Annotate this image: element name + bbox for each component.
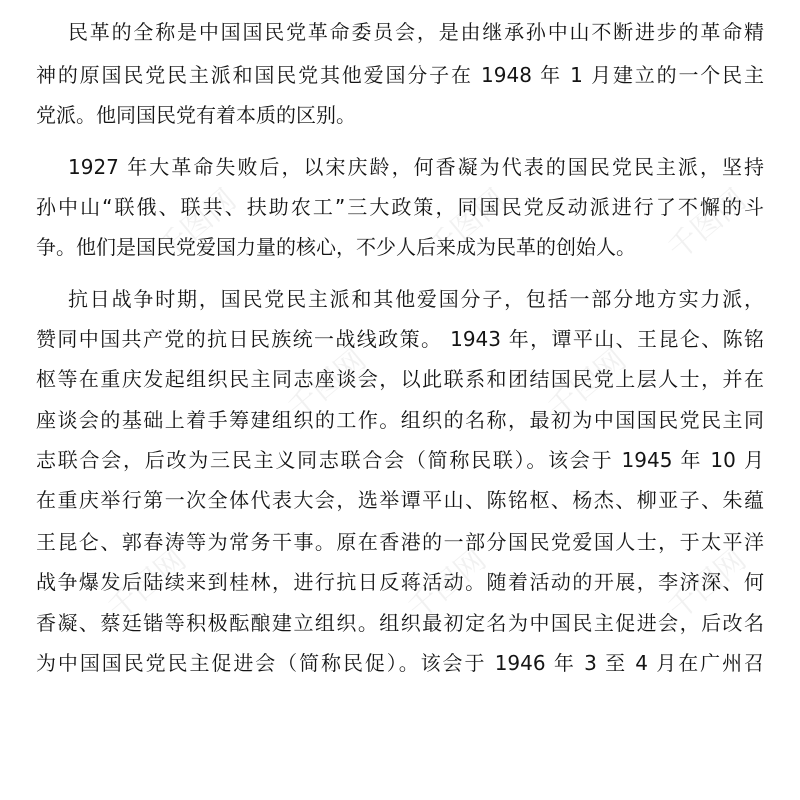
paragraph-2-line-1: 1927 年大革命失败后，以宋庆龄，何香凝为代表的国民党民主派，坚持 — [68, 155, 764, 179]
paragraph-2-line-2: 孙中山“联俄、联共、扶助农工”三大政策，同国民党反动派进行了不懈的斗 — [36, 195, 764, 219]
watermark: 千图网 — [281, 342, 373, 428]
paragraph-3-line-9: 香凝、蔡廷锴等积极酝酿建立组织。组织最初定名为中国民主促进会，后改名 — [36, 611, 764, 635]
paragraph-1-line-3: 党派。他同国民党有着本质的区别。 — [36, 103, 356, 127]
paragraph-3-line-5: 志联合会，后改为三民主义同志联合会（简称民联）。该会于 1945 年 10 月 — [36, 448, 764, 472]
paragraph-3-line-7: 王昆仑、郭春涛等为常务干事。原在香港的一部分国民党爱国人士，于太平洋 — [36, 530, 764, 554]
watermark: 千图网 — [661, 182, 753, 268]
paragraph-3-line-1: 抗日战争时期，国民党民主派和其他爱国分子，包括一部分地方实力派， — [68, 287, 764, 311]
paragraph-1-line-1: 民革的全称是中国国民党革命委员会，是由继承孙中山不断进步的革命精 — [68, 20, 764, 44]
watermark: 千图网 — [101, 542, 193, 628]
watermark: 千图网 — [541, 342, 633, 428]
paragraph-3-line-8: 战争爆发后陆续来到桂林，进行抗日反蒋活动。随着活动的开展，李济深、何 — [36, 570, 764, 594]
watermark: 千图网 — [151, 182, 243, 268]
paragraph-1-line-2: 神的原国民党民主派和国民党其他爱国分子在 1948 年 1 月建立的一个民主 — [36, 63, 764, 87]
paragraph-3-line-10: 为中国国民党民主促进会（简称民促）。该会于 1946 年 3 至 4 月在广州召 — [36, 651, 764, 675]
paragraph-3-line-3: 枢等在重庆发起组织民主同志座谈会，以此联系和团结国民党上层人士，并在 — [36, 367, 764, 391]
watermark: 千图网 — [421, 182, 513, 268]
paragraph-3-line-2: 赞同中国共产党的抗日民族统一战线政策。 1943 年，谭平山、王昆仑、陈铭 — [36, 327, 764, 351]
watermark: 千图网 — [401, 542, 493, 628]
paragraph-2-line-3: 争。他们是国民党爱国力量的核心，不少人后来成为民革的创始人。 — [36, 235, 636, 259]
paragraph-3-line-4: 座谈会的基础上着手筹建组织的工作。组织的名称，最初为中国国民党民主同 — [36, 408, 764, 432]
paragraph-3-line-6: 在重庆举行第一次全体代表大会，选举谭平山、陈铭枢、杨杰、柳亚子、朱蕴 — [36, 488, 764, 512]
watermark: 千图网 — [661, 542, 753, 628]
